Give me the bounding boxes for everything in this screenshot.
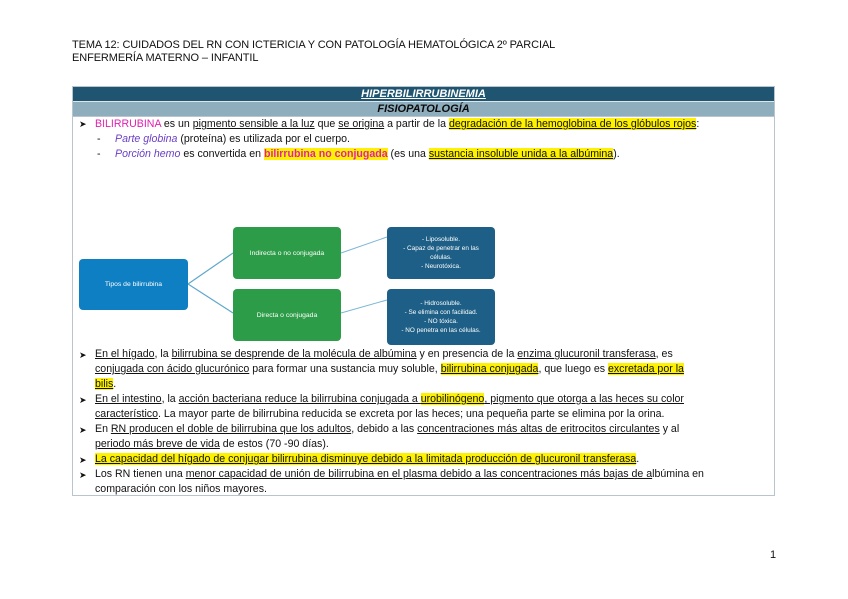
- text: Los RN tienen una: [95, 468, 186, 480]
- text: para formar una sustancia muy soluble,: [249, 363, 441, 375]
- text: a partir de la: [384, 118, 449, 130]
- document-header-title: TEMA 12: CUIDADOS DEL RN CON ICTERICIA Y CON PATOLOGÍA HEMATOLÓGICA 2º PARCIAL: [72, 39, 556, 51]
- connector-line: [341, 237, 387, 253]
- text: y en presencia de la: [416, 348, 518, 360]
- bullet-arrow-icon: ➤: [79, 350, 87, 360]
- text: que: [314, 118, 339, 130]
- paragraph-line: [95, 467, 704, 482]
- highlight-text: urobilinógeno: [420, 393, 485, 405]
- text: es convertida en: [180, 148, 264, 160]
- text: , la: [161, 393, 179, 405]
- text: ).: [613, 148, 620, 160]
- text: . La mayor parte de bilirrubina reducida se excreta por las heces; una pequeña parte se elimina por la orina.: [158, 408, 665, 420]
- bullet-arrow-icon: ➤: [79, 395, 87, 405]
- text: , la: [154, 348, 172, 360]
- highlight-text: bilirrubina conjugada: [440, 363, 539, 375]
- leaf-item: - NO penetra en las células.: [401, 327, 481, 334]
- connector-line: [188, 284, 233, 313]
- diagram-branch-indirecta: Indirecta o no conjugada: [233, 227, 341, 279]
- text: En: [95, 423, 111, 435]
- leaf-item: - Neurotóxica.: [421, 263, 461, 270]
- highlight-text: bilirrubina no conjugada: [264, 148, 388, 160]
- text: es un: [160, 118, 193, 130]
- leaf-item: - Se elimina con facilidad.: [404, 309, 478, 316]
- text: , que luego es: [538, 363, 608, 375]
- text: periodo más breve de vida: [95, 438, 220, 450]
- paragraph-line: [95, 482, 267, 497]
- term-globina: Parte globina: [115, 133, 178, 145]
- diagram-leaf-indirecta: [387, 227, 495, 279]
- bullet-arrow-icon: ➤: [79, 455, 87, 465]
- page-number: 1: [770, 549, 777, 561]
- paragraph-line: [95, 362, 684, 377]
- diagram-root-node: Tipos de bilirrubina: [79, 259, 188, 310]
- connector-line: [188, 253, 233, 284]
- paragraph-line: [95, 347, 673, 362]
- text: y al: [659, 423, 680, 435]
- text: comparación con los niños mayores.: [95, 483, 267, 495]
- paragraph-line: [95, 392, 684, 407]
- bullet-arrow-icon: ➤: [79, 470, 87, 480]
- highlight-text: sustancia insoluble unida a la albúmina: [428, 148, 614, 160]
- table-subtitle: FISIOPATOLOGÍA: [73, 101, 774, 116]
- diagram-branch-directa: Directa o conjugada: [233, 289, 341, 341]
- diagram-leaf-directa: [387, 289, 495, 345]
- text: .: [636, 453, 640, 465]
- text: pigmento sensible a la luz: [192, 118, 315, 130]
- text: concentraciones más altas de eritrocitos circulantes: [417, 423, 660, 435]
- text: (es una: [387, 148, 429, 160]
- text: se origina: [338, 118, 385, 130]
- paragraph-line: [95, 377, 116, 392]
- paragraph-line: [95, 437, 329, 452]
- text: , pigmento que otorga a las heces su color: [484, 393, 684, 405]
- leaf-item: - Hidrosoluble.: [420, 300, 462, 307]
- text: característico: [95, 408, 158, 420]
- leaf-item: - NO tóxica.: [424, 318, 458, 325]
- content-table: [72, 86, 775, 496]
- paragraph-line: [95, 422, 679, 437]
- text: En el hígado: [95, 348, 155, 360]
- text: acción bacteriana reduce la bilirrubina conjugada a: [178, 393, 421, 405]
- term-hemo: Porción hemo: [115, 148, 181, 160]
- text: enzima glucuronil transferasa: [517, 348, 656, 360]
- text: , debido a las: [351, 423, 418, 435]
- text: (proteína) es utilizada por el cuerpo.: [177, 133, 350, 145]
- bullet-arrow-icon: ➤: [79, 425, 87, 435]
- text: conjugada con ácido glucurónico: [95, 363, 250, 375]
- document-header-subject: ENFERMERÍA MATERNO – INFANTIL: [72, 52, 259, 64]
- leaf-item: - Capaz de penetrar en las células.: [403, 245, 479, 261]
- intro-section: [73, 116, 774, 366]
- highlight-text: excretada por la: [607, 363, 684, 375]
- dash: -: [97, 133, 101, 145]
- highlight-text: degradación de la hemoglobina de los glóbulos rojos: [448, 118, 697, 130]
- text: :: [696, 118, 700, 130]
- text: de estos (70 -90 días).: [219, 438, 329, 450]
- text: En el intestino: [95, 393, 162, 405]
- text: menor capacidad de unión de bilirrubina en el plasma debido a las concentraciones más bajas de a: [185, 468, 653, 480]
- paragraph-line: [95, 407, 664, 422]
- leaf-item: - Liposoluble.: [421, 236, 460, 243]
- paragraph-line: [95, 452, 639, 467]
- text: , es: [655, 348, 673, 360]
- bullet-arrow-icon: ➤: [79, 119, 87, 129]
- table-title: HIPERBILIRRUBINEMIA: [73, 87, 774, 101]
- text: RN producen el doble de bilirrubina que los adultos: [110, 423, 352, 435]
- highlight-text: La capacidad del hígado de conjugar bilirrubina disminuye debido a la limitada producción de glucuronil transferasa: [95, 453, 637, 465]
- highlight-text: bilis: [95, 378, 114, 390]
- term-bilirrubina: BILIRRUBINA: [95, 118, 161, 130]
- text: .: [113, 378, 117, 390]
- text: bilirrubina se desprende de la molécula de albúmina: [171, 348, 417, 360]
- text: lbúmina en: [652, 468, 704, 480]
- connector-line: [341, 300, 387, 313]
- dash: -: [97, 148, 101, 160]
